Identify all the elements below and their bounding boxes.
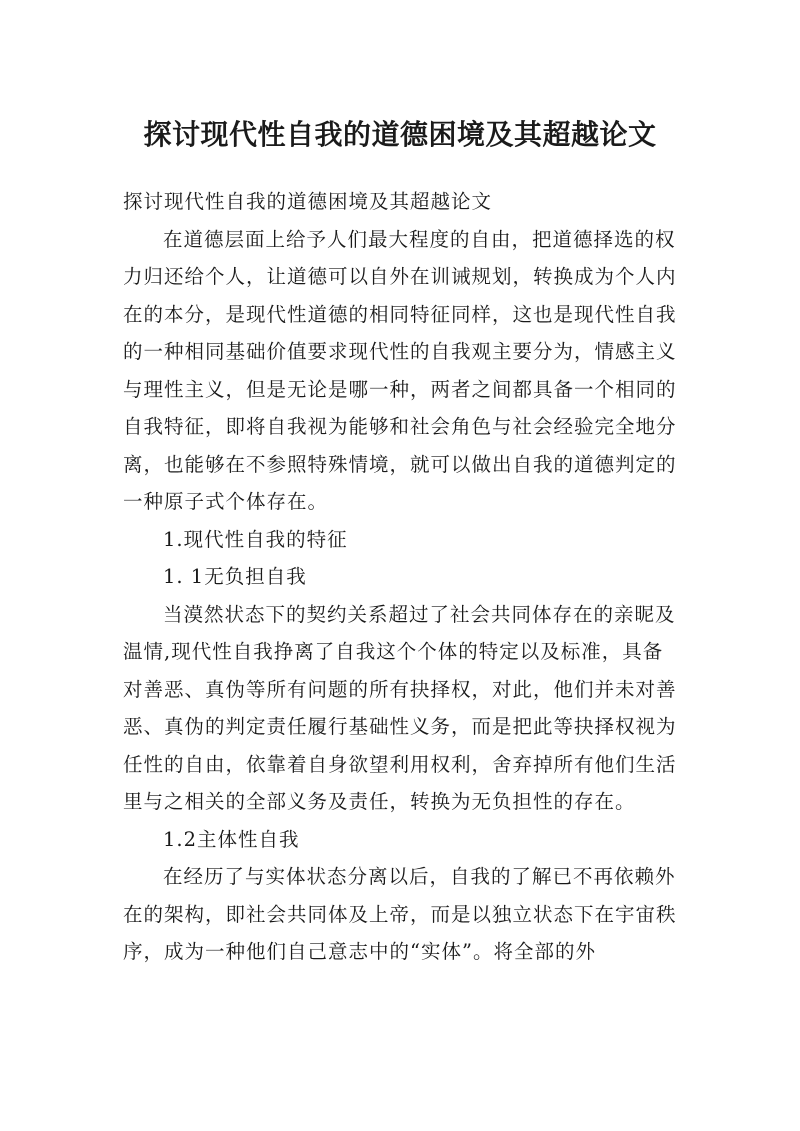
document-title: 探讨现代性自我的道德困境及其超越论文 bbox=[143, 117, 657, 151]
section-heading-1: 1.现代性自我的特征 bbox=[163, 527, 348, 551]
section-heading-1-1: 1. 1无负担自我 bbox=[163, 565, 307, 588]
section-heading-1-2: 1.2主体性自我 bbox=[163, 827, 300, 851]
paragraph-intro: 在道德层面上给予人们最大程度的自由，把道德择选的权力归还给个人，让道德可以自外在训诫规划，转换成为个人内在的本分，是现代性道德的相同特征同样，这也是现代性自我的一种相同基础价值要求现代性的自我观主要分为，情感主义与理性主义，但是无论是哪一种，两者之间都具备一个相同的自我特征，即将自我视为能够和社会角色与社会经验完全地分离，也能够在不参照特殊情境，就可以做出自我的道德判定的一种原子式个体存在。 bbox=[123, 227, 677, 513]
paragraph-subjective-self: 在经历了与实体状态分离以后，自我的了解已不再依赖外在的架构，即社会共同体及上帝，而是以独立状态下在宇宙秩序，成为一种他们自己意志中的“实体”。将全部的外 bbox=[123, 865, 677, 963]
document-body bbox=[123, 183, 683, 971]
paragraph-unburdened-self: 当漠然状态下的契约关系超过了社会共同体存在的亲昵及温情,现代性自我挣离了自我这个个体的特定以及标准，具备对善恶、真伪等所有问题的所有抉择权，对此，他们并未对善恶、真伪的判定责任履行基础性义务，而是把此等抉择权视为任性的自由，依靠着自身欲望利用权利，舍弃掉所有他们生活里与之相关的全部义务及责任，转换为无负担性的存在。 bbox=[123, 602, 677, 813]
subtitle-line: 探讨现代性自我的道德困境及其超越论文 bbox=[123, 190, 493, 213]
